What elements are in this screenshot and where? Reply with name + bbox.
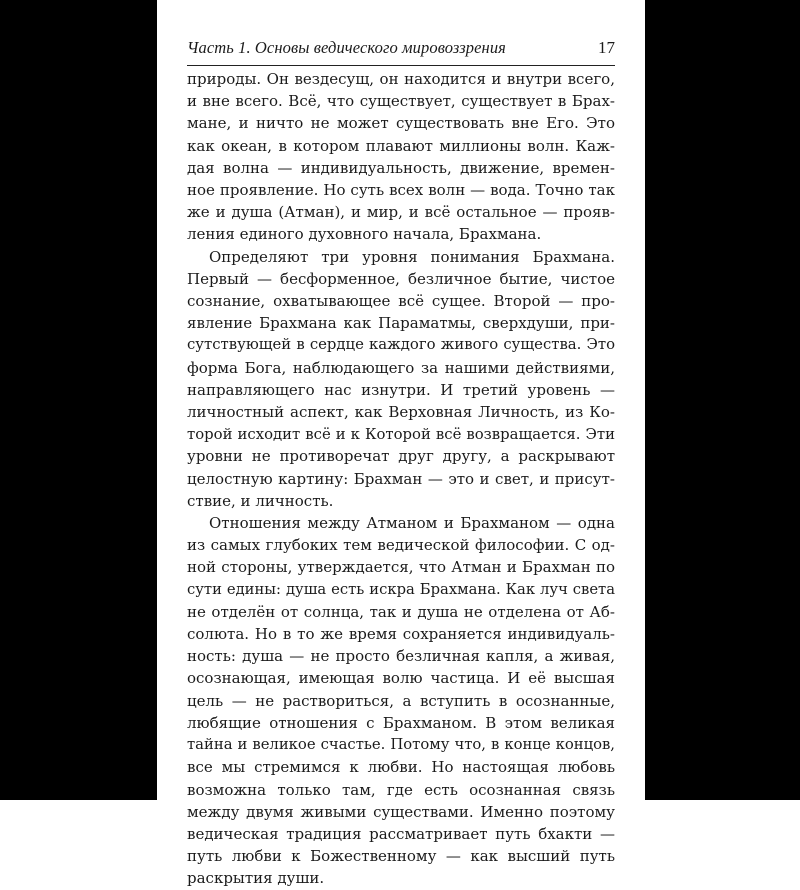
text-line: не отделён от солнца, так и душа не отделена от Аб- — [187, 602, 615, 621]
text-line: ведическая традиция рассматривает путь бхакти — — [187, 824, 615, 843]
page-number: 17 — [598, 38, 615, 57]
text-line: осознающая, имеющая волю частица. И её высшая — [187, 669, 615, 688]
text-line: ной стороны, утверждается, что Атман и Брахман по — [187, 558, 615, 577]
text-line: тайна и великое счастье. Потому что, в конце концов, — [187, 736, 615, 754]
text-line: целостную картину: Брахман — это и свет, и присут- — [187, 469, 615, 488]
text-line: любящие отношения с Брахманом. В этом великая — [187, 713, 615, 732]
text-line: ления единого духовного начала, Брахмана. — [187, 225, 542, 244]
running-header-title: Часть 1. Основы ведического мировоззрения — [187, 38, 506, 57]
paragraph — [187, 246, 615, 512]
paragraph — [187, 68, 615, 246]
text-line: ность: душа — не просто безличная капля, а живая, — [187, 647, 615, 666]
text-line: сути едины: душа есть искра Брахмана. Как луч света — [187, 580, 615, 598]
text-line: ствие, и личность. — [187, 491, 334, 510]
text-line: из самых глубоких тем ведической философии. С од- — [187, 536, 615, 555]
text-line: Отношения между Атманом и Брахманом — одна — [209, 514, 615, 533]
paragraph — [187, 512, 615, 889]
text-line: дая волна — индивидуальность, движение, времен- — [187, 158, 615, 177]
text-line: Первый — бесформенное, безличное бытие, чистое — [187, 269, 615, 288]
text-line: личностный аспект, как Верховная Личность, из Ко- — [187, 403, 615, 422]
text-line: возможна только там, где есть осознанная связь — [187, 780, 615, 799]
text-line: природы. Он вездесущ, он находится и внутри всего, — [187, 70, 615, 88]
text-line: Определяют три уровня понимания Брахмана. — [209, 247, 615, 266]
header-rule — [187, 65, 615, 66]
text-line: сутствующей в сердце каждого живого существа. Это — [187, 336, 615, 354]
text-line: раскрытия души. — [187, 869, 325, 888]
text-line: явление Брахмана как Параматмы, сверхдуши, при- — [187, 314, 615, 333]
running-header — [187, 33, 615, 63]
text-line: между двумя живыми существами. Именно поэтому — [187, 802, 615, 821]
text-line: мане, и ничто не может существовать вне Его. Это — [187, 114, 615, 133]
text-line: уровни не противоречат друг другу, а раскрывают — [187, 447, 615, 466]
text-line: все мы стремимся к любви. Но настоящая любовь — [187, 758, 615, 777]
text-line: же и душа (Атман), и мир, и всё остальное — прояв- — [187, 203, 615, 222]
text-line: цель — не раствориться, а вступить в осознанные, — [187, 691, 615, 710]
body-text — [187, 68, 615, 890]
text-line: путь любви к Божественному — как высший путь — [187, 847, 615, 866]
text-line: форма Бога, наблюдающего за нашими действиями, — [187, 358, 615, 377]
text-line: и вне всего. Всё, что существует, существует в Брах- — [187, 92, 615, 111]
text-line: торой исходит всё и к Которой всё возвращается. Эти — [187, 425, 615, 444]
black-margin-right — [645, 0, 800, 800]
text-line: ное проявление. Но суть всех волн — вода. Точно так — [187, 181, 615, 200]
text-line: солюта. Но в то же время сохраняется индивидуаль- — [187, 625, 615, 644]
book-page — [157, 0, 645, 888]
black-margin-left — [0, 0, 157, 800]
text-line: направляющего нас изнутри. И третий уровень — — [187, 380, 615, 399]
text-line: сознание, охватывающее всё сущее. Второй — про- — [187, 292, 615, 311]
text-line: как океан, в котором плавают миллионы волн. Каж- — [187, 136, 615, 155]
